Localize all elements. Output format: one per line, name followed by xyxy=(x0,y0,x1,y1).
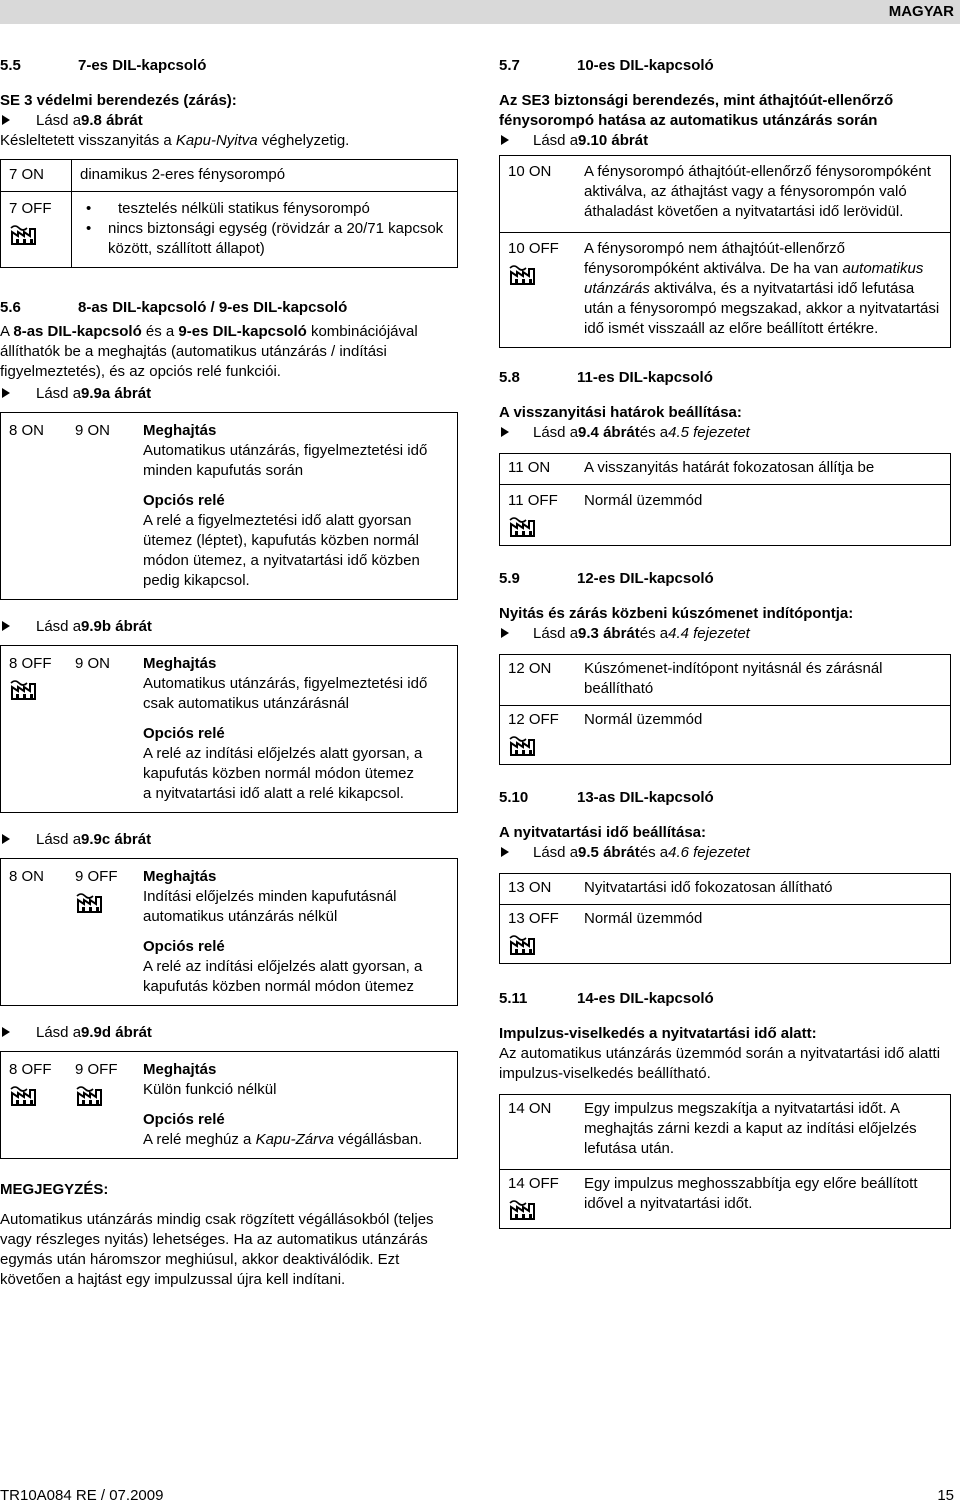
switch-label: 7 ON xyxy=(1,160,72,192)
switch-label: 8 OFF xyxy=(1,1052,68,1159)
dip-table-7 xyxy=(0,159,458,268)
subheading: A visszanyitási határok beállítása: xyxy=(499,404,742,421)
switch-label: 9 OFF xyxy=(67,1052,135,1159)
factory-default-icon xyxy=(9,223,39,245)
see-figure: Lásd a 9.9b ábrát xyxy=(0,617,460,637)
right-column xyxy=(499,56,951,1229)
switch-desc: Normál üzemmód xyxy=(576,485,951,546)
dip-table-10 xyxy=(499,155,951,348)
switch-desc: Nyitvatartási idő fokozatosan állítható xyxy=(576,874,951,905)
switch-desc: Meghajtás Automatikus utánzárás, figyelmeztetési idő csak automatikus utánzárásnál Opciós relé A relé az indítási előjelzés alatt gyorsan, a kapufutás közben normál módon ütemez a nyitvatartási idő alatt a relé kikapcsol. xyxy=(135,646,458,813)
note-text: Automatikus utánzárás mindig csak rögzített végállásokból (teljes vagy részleges nyitás) lehetséges. Ha az automatikus utánzárás egymás után háromszor meghiúsul, akkor deaktiválódik. Ezt követően a hajtást egy impulzussal újra kell indítani. xyxy=(0,1211,434,1288)
see-figure: Lásd a 9.9a ábrát xyxy=(0,384,460,404)
dip-table-8-9 xyxy=(0,412,458,600)
section-5-8-title: 5.8 11-es DIL-kapcsoló xyxy=(499,369,713,386)
factory-default-icon xyxy=(9,1084,39,1106)
dip-table-14 xyxy=(499,1094,951,1229)
subheading: Nyitás és zárás közbeni kúszómenet indítópontja: xyxy=(499,605,854,622)
switch-desc: dinamikus 2-eres fénysorompó xyxy=(72,160,458,192)
switch-label: 13 ON xyxy=(500,874,577,905)
switch-label: 14 ON xyxy=(500,1095,577,1170)
left-column xyxy=(0,56,460,1290)
see-figure: Lásd a 9.4 ábrát és a 4.5 fejezetet xyxy=(499,423,951,443)
dip-table-12 xyxy=(499,654,951,765)
dip-table-11 xyxy=(499,453,951,546)
switch-label: 7 OFF xyxy=(1,192,72,268)
arrow-right-icon xyxy=(501,135,509,145)
arrow-right-icon xyxy=(501,628,509,638)
switch-label: 8 ON xyxy=(1,413,68,600)
switch-label: 11 ON xyxy=(500,454,577,485)
arrow-right-icon xyxy=(2,1027,10,1037)
page-number: 15 xyxy=(937,1487,954,1504)
description: Az automatikus utánzárás üzemmód során a nyitvatartási idő alatti impulzus-viselkedés beállítható. xyxy=(499,1045,941,1082)
factory-default-icon xyxy=(75,1084,105,1106)
factory-default-icon xyxy=(508,515,538,537)
subheading: A nyitvatartási idő beállítása: xyxy=(499,824,707,841)
see-figure: Lásd a 9.9d ábrát xyxy=(0,1023,460,1043)
factory-default-icon xyxy=(508,263,538,285)
switch-label: 9 ON xyxy=(67,646,135,813)
dip-table-8-9 xyxy=(0,1051,458,1159)
subheading: Az SE3 biztonsági berendezés, mint áthajtóút-ellenőrző fénysorompó hatása az automatikus utánzárás során xyxy=(499,92,894,129)
switch-desc: Kúszómenet-indítópont nyitásnál és zárásnál beállítható xyxy=(576,655,951,706)
see-figure: Lásd a 9.8 ábrát xyxy=(0,111,460,131)
switch-desc: Normál üzemmód xyxy=(576,706,951,765)
factory-default-icon xyxy=(508,933,538,955)
switch-label: 11 OFF xyxy=(500,485,577,546)
switch-desc: Egy impulzus meghosszabbítja egy előre beállított idővel a nyitvatartási időt. xyxy=(576,1170,951,1229)
switch-desc: Meghajtás Automatikus utánzárás, figyelmeztetési idő minden kapufutás során Opciós relé A relé a figyelmeztetési idő alatt gyorsan ütemez (léptet), kapufutás közben normál módon ütemez, a nyitvatartási idő közben pedig kikapcsol. xyxy=(135,413,458,600)
switch-label: 14 OFF xyxy=(500,1170,577,1229)
arrow-right-icon xyxy=(2,115,10,125)
subheading: SE 3 védelmi berendezés (zárás): xyxy=(0,92,237,109)
switch-label: 10 OFF xyxy=(500,233,577,348)
switch-label: 8 ON xyxy=(1,859,68,1006)
switch-desc: A fénysorompó áthajtóút-ellenőrző fénysorompóként aktiválva, az áthajtást vagy a fénysorompón való áthaladást követően a nyitvatartási idő lerövidül. xyxy=(576,156,951,233)
document-code: TR10A084 RE / 07.2009 xyxy=(0,1487,164,1504)
switch-desc: Meghajtás Külön funkció nélkül Opciós relé A relé meghúz a Kapu-Zárva végállásban. xyxy=(135,1052,458,1159)
arrow-right-icon xyxy=(501,847,509,857)
section-5-7-title: 5.7 10-es DIL-kapcsoló xyxy=(499,57,714,74)
factory-default-icon xyxy=(75,891,105,913)
switch-desc: Normál üzemmód xyxy=(576,905,951,964)
dip-table-13 xyxy=(499,873,951,964)
bullet-item: • tesztelés nélküli statikus fénysorompó xyxy=(86,200,370,217)
arrow-right-icon xyxy=(2,834,10,844)
switch-desc: A visszanyitás határát fokozatosan állítja be xyxy=(576,454,951,485)
factory-default-icon xyxy=(508,734,538,756)
switch-label: 9 OFF xyxy=(67,859,135,1006)
section-title: 7-es DIL-kapcsoló xyxy=(78,57,207,74)
switch-label: 13 OFF xyxy=(500,905,577,964)
section-5-10-title: 5.10 13-as DIL-kapcsoló xyxy=(499,789,714,806)
switch-desc: Meghajtás Indítási előjelzés minden kapufutásnál automatikus utánzárás nélkül Opciós relé A relé az indítási előjelzés alatt gyorsan, a kapufutás közben normál módon ütemez xyxy=(135,859,458,1006)
factory-default-icon xyxy=(508,1198,538,1220)
switch-desc: Egy impulzus megszakítja a nyitvatartási időt. A meghajtás zárni kezdi a kaput az indítási előjelzés lefutása után. xyxy=(576,1095,951,1170)
bullet-item: • nincs biztonsági egység (rövidzár a 20/71 kapcsok között, szállított állapot) xyxy=(86,220,444,257)
switch-desc: A fénysorompó nem áthajtóút-ellenőrző fénysorompóként aktiválva. De ha van automatikus utánzárás aktiválva, és a nyitvatartási idő lefutása után a fénysorompó megszakad, akkor a nyitvatartási idő ismét visszaáll az előre beállított értékre. xyxy=(576,233,951,348)
switch-label: 12 ON xyxy=(500,655,577,706)
section-5-11-title: 5.11 14-es DIL-kapcsoló xyxy=(499,990,714,1007)
section-5-6-intro: A 8-as DIL-kapcsoló és a 9-es DIL-kapcsoló kombinációjával állíthatók be a meghajtás (automatikus utánzárás / indítási figyelmeztetés), és az opciós relé funkciói. xyxy=(0,323,418,380)
section-5-9-title: 5.9 12-es DIL-kapcsoló xyxy=(499,570,714,587)
switch-label: 8 OFF xyxy=(1,646,68,813)
description: Késleltetett visszanyitás a Kapu-Nyitva véghelyzetig. xyxy=(0,132,350,149)
see-figure: Lásd a 9.9c ábrát xyxy=(0,830,460,850)
section-5-6-title: 5.6 8-as DIL-kapcsoló / 9-es DIL-kapcsoló xyxy=(0,299,348,316)
dip-table-8-9 xyxy=(0,858,458,1006)
subheading: Impulzus-viselkedés a nyitvatartási idő alatt: xyxy=(499,1025,817,1042)
arrow-right-icon xyxy=(501,427,509,437)
switch-label: 10 ON xyxy=(500,156,577,233)
factory-default-icon xyxy=(9,678,39,700)
see-figure: Lásd a 9.3 ábrát és a 4.4 fejezetet xyxy=(499,624,951,644)
see-figure: Lásd a 9.10 ábrát xyxy=(499,131,951,151)
note-title: MEGJEGYZÉS: xyxy=(0,1181,109,1198)
see-figure: Lásd a 9.5 ábrát és a 4.6 fejezetet xyxy=(499,843,951,863)
switch-desc xyxy=(72,192,458,268)
header-bar xyxy=(0,0,960,24)
language-label: MAGYAR xyxy=(888,3,954,20)
arrow-right-icon xyxy=(2,621,10,631)
switch-label: 12 OFF xyxy=(500,706,577,765)
section-number: 5.5 xyxy=(0,57,21,74)
arrow-right-icon xyxy=(2,388,10,398)
dip-table-8-9 xyxy=(0,645,458,813)
section-5-5-title xyxy=(0,56,460,76)
switch-label: 9 ON xyxy=(67,413,135,600)
